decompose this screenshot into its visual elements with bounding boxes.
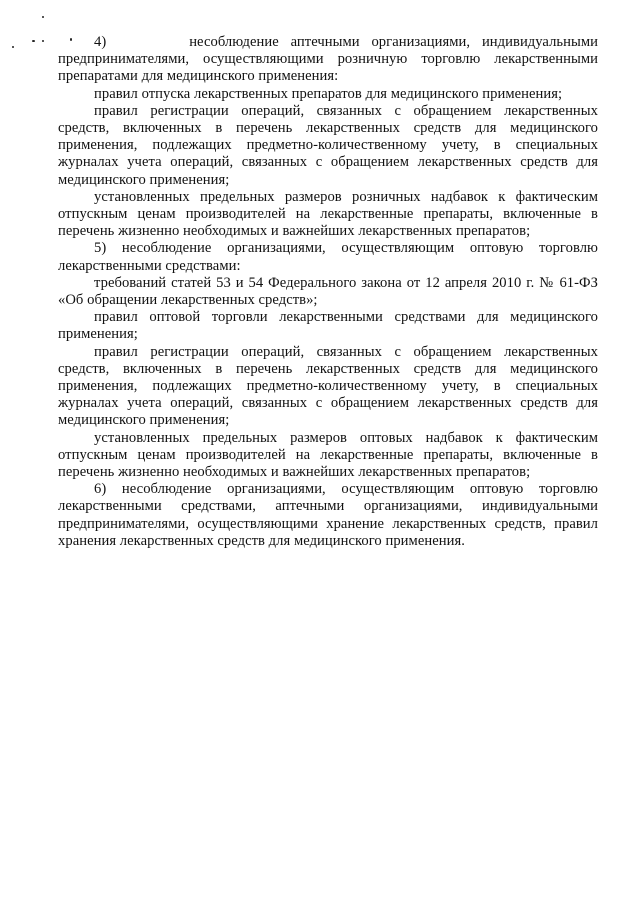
document-body xyxy=(58,34,598,550)
scan-speck xyxy=(12,46,14,48)
scan-speck xyxy=(42,40,44,42)
paragraph-item-5: 5) несоблюдение организациями, осуществляющим оптовую торговлю лекарственными средствами: xyxy=(58,240,598,274)
paragraph-wholesale-markup-limits: установленных предельных размеров оптовых надбавок к фактическим отпускным ценам производителей на лекарственные препараты, включенные в перечень жизненно необходимых и важнейших лекарственных препаратов; xyxy=(58,429,598,481)
paragraph-law-requirements: требований статей 53 и 54 Федерального закона от 12 апреля 2010 г. № 61-ФЗ «Об обращении лекарственных средств»; xyxy=(58,274,598,309)
paragraph-dispensing-rules: правил отпуска лекарственных препаратов для медицинского применения; xyxy=(94,85,563,102)
paragraph-retail-markup-limits: установленных предельных размеров розничных надбавок к фактическим отпускным ценам производителей на лекарственные препараты, включенные в перечень жизненно необходимых и важнейших лекарственных препаратов; xyxy=(58,188,598,240)
scan-speck xyxy=(42,16,44,18)
paragraph-registration-rules-wholesale: правил регистрации операций, связанных с обращением лекарственных средств, включенных в перечень лекарственных средств для медицинского применения, подлежащих предметно-количественному учету, в специальных журналах учета операций, связанных с обращением лекарственных средств для медицинского применения; xyxy=(58,343,598,429)
scan-speck xyxy=(32,40,35,42)
paragraph-registration-rules-retail: правил регистрации операций, связанных с обращением лекарственных средств, включенных в перечень лекарственных средств для медицинского применения, подлежащих предметно-количественному учету, в специальных журналах учета операций, связанных с обращением лекарственных средств для медицинского применения; xyxy=(58,102,598,188)
paragraph-item-4: 4) несоблюдение аптечными организациями, индивидуальными предпринимателями, осуществляющими розничную торговлю лекарственными препаратами для медицинского применения: xyxy=(58,34,598,85)
paragraph-item-6: 6) несоблюдение организациями, осуществляющим оптовую торговлю лекарственными средствами, аптечными организациями, индивидуальными предпринимателями, осуществляющими хранение лекарственных средств, правил хранения лекарственных средств для медицинского применения. xyxy=(58,481,598,549)
paragraph-wholesale-rules: правил оптовой торговли лекарственными средствами для медицинского применения; xyxy=(58,309,598,343)
